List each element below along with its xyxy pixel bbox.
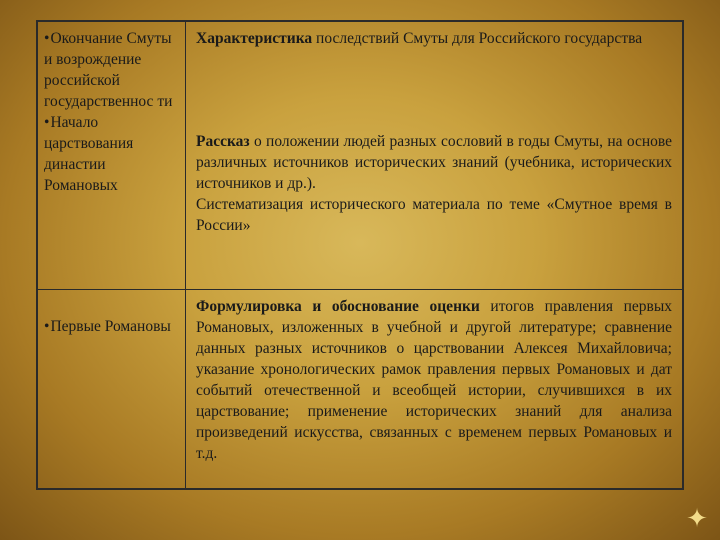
row2-right-cell bbox=[186, 290, 682, 488]
row2-paragraph-1 bbox=[196, 296, 672, 464]
row1-p1-bold: Характеристика bbox=[196, 30, 313, 47]
star-icon: ✦ bbox=[686, 504, 708, 534]
row1-p1-text: последствий Смуты для Российского государства bbox=[312, 30, 643, 47]
row1-paragraph-2 bbox=[196, 131, 672, 194]
row1-p2-text: о положении людей разных сословий в годы Смуты, на основе различных источников исторических знаний (учебника, исторических источников и др.). bbox=[196, 133, 672, 192]
row1-paragraph-3: Систематизация исторического материала по теме «Смутное время в России» bbox=[196, 196, 672, 234]
row2-p1-bold: Формулировка и обоснование оценки bbox=[196, 298, 480, 315]
bullet-item-end-of-troubles: • Окончание Смуты и возрождение российской государственнос ти bbox=[44, 28, 179, 112]
row1-left-cell bbox=[38, 22, 186, 290]
row1-p2-bold: Рассказ bbox=[196, 133, 250, 150]
row2-p1-text: итогов правления первых Романовых, изложенных в учебной и другой литературе; сравнение данных разных источников о царствовании Алексея Михайловича; указание хронологических рамок правления первых Романовых и дат событий отечественной и всеобщей истории, случившихся в их царствование; применение исторических знаний для анализа произведений искусства, связанных с временем первых Романовых и т.д. bbox=[196, 298, 672, 462]
bullet-item-first-romanovs: • Первые Романовы bbox=[44, 316, 179, 337]
row2-left-cell bbox=[38, 290, 186, 488]
content-table bbox=[36, 20, 684, 490]
row1-right-cell bbox=[186, 22, 682, 290]
bullet-item-romanov-dynasty-start: • Начало царствования династии Романовых bbox=[44, 112, 179, 196]
row1-paragraph-1 bbox=[196, 28, 672, 49]
